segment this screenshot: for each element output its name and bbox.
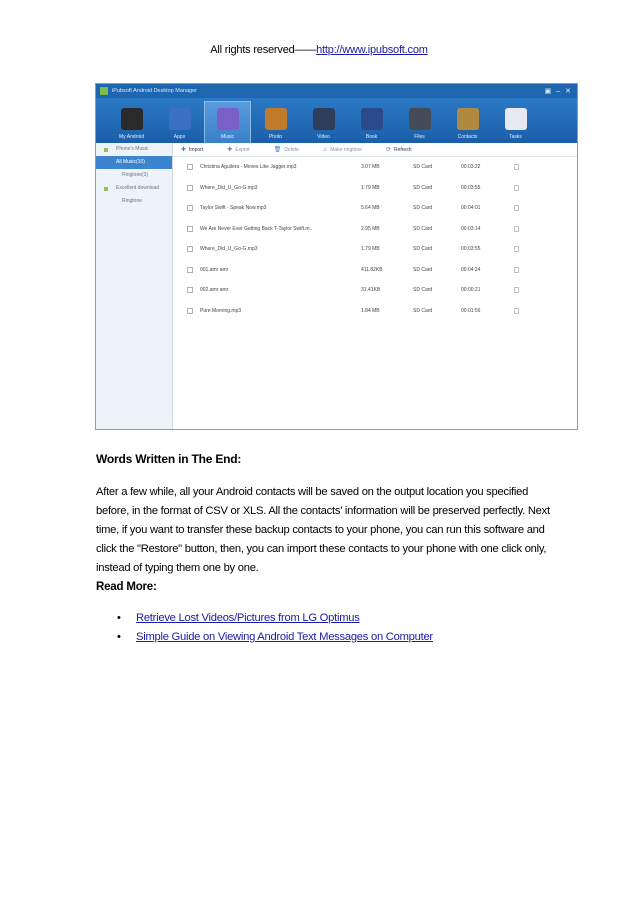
- export-icon: ✚: [227, 147, 233, 153]
- file-size: 31.41KB: [361, 287, 381, 294]
- file-name: Where_Did_U_Go-G.mp3: [200, 246, 258, 253]
- row-checkbox[interactable]: [187, 185, 193, 191]
- file-duration: 00:03:55: [461, 246, 481, 253]
- toolbar-apps[interactable]: [156, 101, 203, 143]
- sidebar-item[interactable]: [96, 156, 172, 169]
- file-name: We Are Never Ever Getting Back T-Taylor Swift.m..: [200, 225, 313, 232]
- sidebar-item-label: Ringtone(3): [122, 172, 149, 178]
- toolbar-contacts[interactable]: [444, 101, 491, 143]
- header-text: All rights reserved——: [210, 44, 317, 56]
- delete-icon: 🗑: [273, 147, 282, 153]
- delete-icon[interactable]: [514, 308, 519, 314]
- toolbar-book[interactable]: [348, 101, 395, 143]
- redaction-scribble: [173, 348, 577, 428]
- read-more-link[interactable]: Retrieve Lost Videos/Pictures from LG Optimus: [136, 612, 360, 624]
- file-name: Christina Aguilera - Moves Like Jagger.mp3: [200, 164, 297, 171]
- row-checkbox[interactable]: [187, 308, 193, 314]
- action-label: Import: [189, 146, 204, 153]
- read-more-heading: Read More:: [96, 581, 157, 593]
- delete-icon[interactable]: [514, 226, 519, 232]
- delete-icon[interactable]: [514, 287, 519, 293]
- row-checkbox[interactable]: [187, 164, 193, 170]
- header-link[interactable]: http://www.ipubsoft.com: [316, 44, 428, 56]
- action-label: Refresh: [393, 146, 412, 153]
- table-row[interactable]: [173, 280, 577, 301]
- file-size: 1.79 MB: [361, 246, 380, 253]
- delete-icon[interactable]: [514, 205, 519, 211]
- toolbar-music[interactable]: [204, 101, 251, 143]
- sidebar-item[interactable]: [96, 143, 172, 156]
- toolbar-label: Music: [220, 134, 235, 140]
- row-checkbox[interactable]: [187, 246, 193, 252]
- app-screenshot: [95, 83, 578, 430]
- app-toolbar: [96, 98, 577, 143]
- files-icon: [409, 108, 431, 130]
- file-location: SD Card: [413, 205, 433, 212]
- table-row[interactable]: [173, 178, 577, 199]
- delete-icon[interactable]: [514, 185, 519, 191]
- file-name: 002.amr amr: [200, 287, 229, 294]
- delete-icon[interactable]: [514, 246, 519, 252]
- table-row[interactable]: [173, 301, 577, 322]
- toolbar-label: My Android: [118, 134, 144, 140]
- sidebar-item[interactable]: [96, 195, 172, 208]
- app-logo-icon: [100, 87, 108, 95]
- row-checkbox[interactable]: [187, 205, 193, 211]
- sidebar-item[interactable]: [96, 182, 172, 195]
- action-label: Delete: [284, 146, 299, 153]
- file-size: 5.64 MB: [361, 205, 380, 212]
- file-size: 1.79 MB: [361, 184, 380, 191]
- action-import[interactable]: [181, 146, 203, 153]
- body-paragraph: After a few while, all your Android contacts will be saved on the output location you specified before, in the format of CSV or XLS. All the contacts' information will be preserved perfectly. Next time, if you want to transfer these backup contacts to your phone, you can run this software and click the "Restore" button, then, you can import these contacts to your phone with one click only, instead of typing them one by one.: [96, 486, 550, 574]
- delete-icon[interactable]: [514, 267, 519, 273]
- file-name: 001.amr amr: [200, 266, 229, 273]
- toolbar-label: Contacts: [457, 134, 478, 140]
- file-duration: 00:04:01: [461, 205, 481, 212]
- section-heading: Words Written in The End:: [96, 452, 242, 466]
- app-main: [173, 143, 577, 429]
- toolbar-label: Files: [414, 134, 425, 140]
- file-location: SD Card: [413, 266, 433, 273]
- sidebar-item-label: Ringtone: [122, 198, 143, 204]
- apps-icon: [169, 108, 191, 130]
- photo-icon: [265, 108, 287, 130]
- file-name: Taylor Swift - Speak Now.mp3: [200, 205, 267, 212]
- file-name: Where_Did_U_Go-G.mp3: [200, 184, 258, 191]
- read-more-list: [117, 609, 433, 647]
- tasks-icon: [505, 108, 527, 130]
- table-row[interactable]: [173, 219, 577, 240]
- toolbar-label: Apps: [173, 134, 186, 140]
- import-icon: ✚: [181, 147, 187, 153]
- file-duration: 00:03:14: [461, 225, 481, 232]
- sidebar-item-label: Excellent download: [116, 185, 160, 191]
- action-export[interactable]: [227, 146, 249, 153]
- file-duration: 00:03:55: [461, 184, 481, 191]
- video-icon: [313, 108, 335, 130]
- refresh-icon: ⟳: [385, 147, 391, 153]
- app-titlebar: [96, 84, 577, 98]
- table-row[interactable]: [173, 157, 577, 178]
- action-label: Make ringtone: [330, 146, 362, 153]
- folder-marker-icon: [104, 187, 108, 191]
- action-label: Export: [235, 146, 250, 153]
- action-delete[interactable]: [274, 146, 299, 153]
- read-more-link[interactable]: Simple Guide on Viewing Android Text Messages on Computer: [136, 631, 433, 643]
- file-duration: 00:01:56: [461, 307, 481, 314]
- row-checkbox[interactable]: [187, 267, 193, 273]
- delete-icon[interactable]: [514, 164, 519, 170]
- contacts-icon: [457, 108, 479, 130]
- file-location: SD Card: [413, 287, 433, 294]
- file-size: 3.07 MB: [361, 164, 380, 171]
- restore-button[interactable]: ▣: [544, 87, 552, 95]
- folder-marker-icon: [104, 148, 108, 152]
- app-title: iPubsoft Android Desktop Manager: [112, 88, 197, 94]
- phone-icon: [121, 108, 143, 130]
- file-size: 1.84 MB: [361, 307, 380, 314]
- file-duration: 00:00:21: [461, 287, 481, 294]
- list-item: [117, 609, 433, 628]
- book-icon: [361, 108, 383, 130]
- toolbar-label: Book: [365, 134, 378, 140]
- toolbar-my-android[interactable]: [108, 101, 155, 143]
- sidebar-item-label: Phone's Music: [116, 146, 149, 152]
- music-icon: [217, 108, 239, 130]
- app-sidebar: [96, 143, 173, 429]
- sidebar-item[interactable]: [96, 169, 172, 182]
- row-checkbox[interactable]: [187, 226, 193, 232]
- file-size: 2.95 MB: [361, 225, 380, 232]
- toolbar-photo[interactable]: [252, 101, 299, 143]
- file-location: SD Card: [413, 184, 433, 191]
- action-refresh[interactable]: [386, 146, 412, 153]
- table-row[interactable]: [173, 260, 577, 281]
- toolbar-tasks[interactable]: [492, 101, 539, 143]
- toolbar-label: Tasks: [509, 134, 522, 140]
- action-make-ringtone[interactable]: [323, 147, 362, 153]
- toolbar-label: Video: [317, 134, 330, 140]
- page-header: [0, 44, 638, 56]
- action-bar: [173, 143, 577, 157]
- minimize-button[interactable]: –: [556, 87, 561, 95]
- close-button[interactable]: ✕: [565, 87, 571, 95]
- file-location: SD Card: [413, 307, 433, 314]
- file-location: SD Card: [413, 164, 433, 171]
- bullet: •: [117, 612, 121, 624]
- list-item: [117, 628, 433, 647]
- table-row[interactable]: [173, 239, 577, 260]
- music-list: [173, 157, 577, 321]
- file-size: 411.82KB: [361, 266, 383, 273]
- file-location: SD Card: [413, 246, 433, 253]
- window-controls: [545, 88, 571, 95]
- make-ringtone-icon: ♫: [322, 146, 328, 153]
- sidebar-item-label: All Music(10): [116, 159, 145, 165]
- file-name: Pure Morning.mp3: [200, 307, 242, 314]
- toolbar-video[interactable]: [300, 101, 347, 143]
- file-location: SD Card: [413, 225, 433, 232]
- toolbar-label: Photo: [268, 134, 283, 140]
- bullet: •: [117, 631, 121, 643]
- table-row[interactable]: [173, 198, 577, 219]
- file-duration: 00:03:22: [461, 164, 481, 171]
- file-duration: 00:04:24: [461, 266, 481, 273]
- toolbar-files[interactable]: [396, 101, 443, 143]
- row-checkbox[interactable]: [187, 287, 193, 293]
